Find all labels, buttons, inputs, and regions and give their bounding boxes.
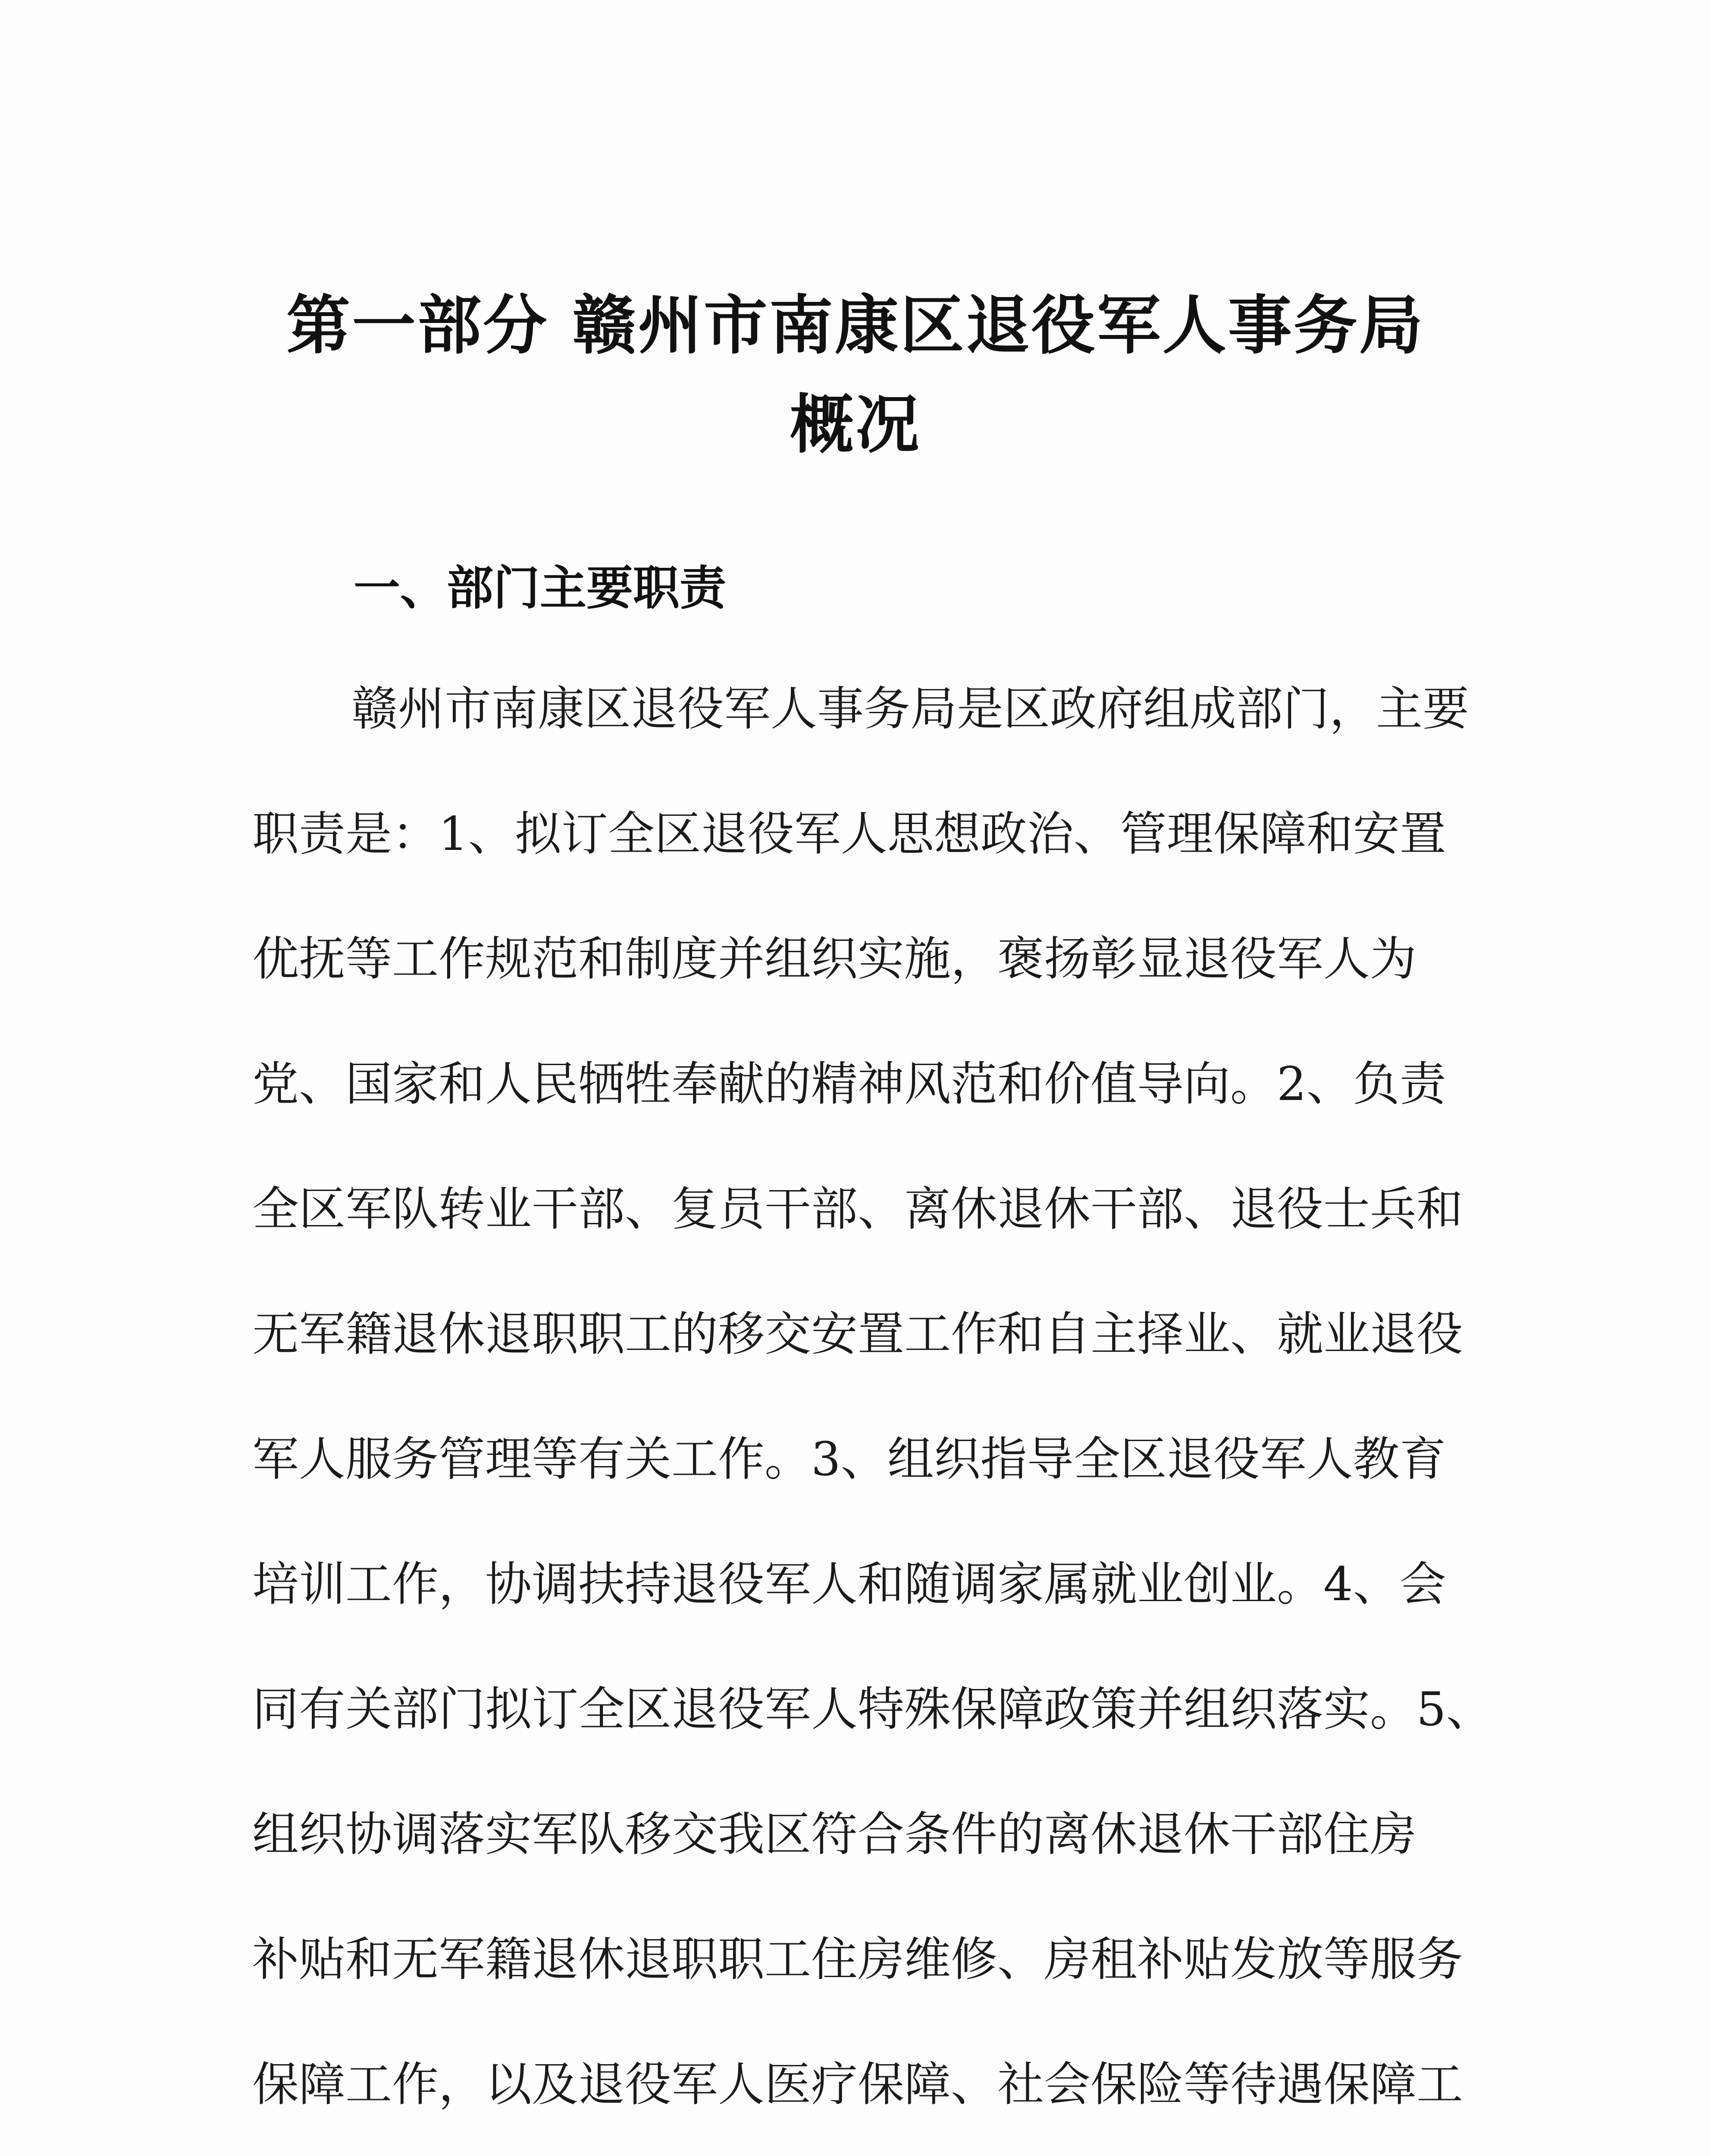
body-line: 组织协调落实军队移交我区符合条件的离休退休干部住房 [252,1808,1417,1861]
page-title [0,276,1711,474]
body-line: 保障工作，以及退役军人医疗保障、社会保险等待遇保障工 [252,2058,1463,2112]
body-line: 全区军队转业干部、复员干部、离休退休干部、退役士兵和 [252,1182,1463,1236]
body-line: 优抚等工作规范和制度并组织实施，褒扬彰显退役军人为 [252,932,1417,986]
body-line: 同有关部门拟订全区退役军人特殊保障政策并组织落实。5、 [252,1683,1493,1736]
body-line: 补贴和无军籍退休退职职工住房维修、房租补贴发放等服务 [252,1933,1463,1987]
body-line: 培训工作，协调扶持退役军人和随调家属就业创业。4、会 [252,1557,1446,1611]
body-line: 军人服务管理等有关工作。3、组织指导全区退役军人教育 [252,1432,1446,1486]
section-heading: 一、部门主要职责 [354,561,727,615]
title-line-1: 第一部分 赣州市南康区退役军人事务局 [286,288,1425,363]
body-line: 赣州市南康区退役军人事务局是区政府组成部门，主要 [351,682,1470,736]
body-paragraph [252,647,1493,2156]
body-line: 党、国家和人民牺牲奉献的精神风范和价值导向。2、负责 [252,1057,1446,1111]
title-line-2: 概况 [790,388,921,462]
body-line: 无军籍退休退职职工的移交安置工作和自主择业、就业退役 [252,1307,1463,1361]
body-line [252,2147,1451,2156]
body-line: 职责是：1、拟订全区退役军人思想政治、管理保障和安置 [252,807,1446,861]
